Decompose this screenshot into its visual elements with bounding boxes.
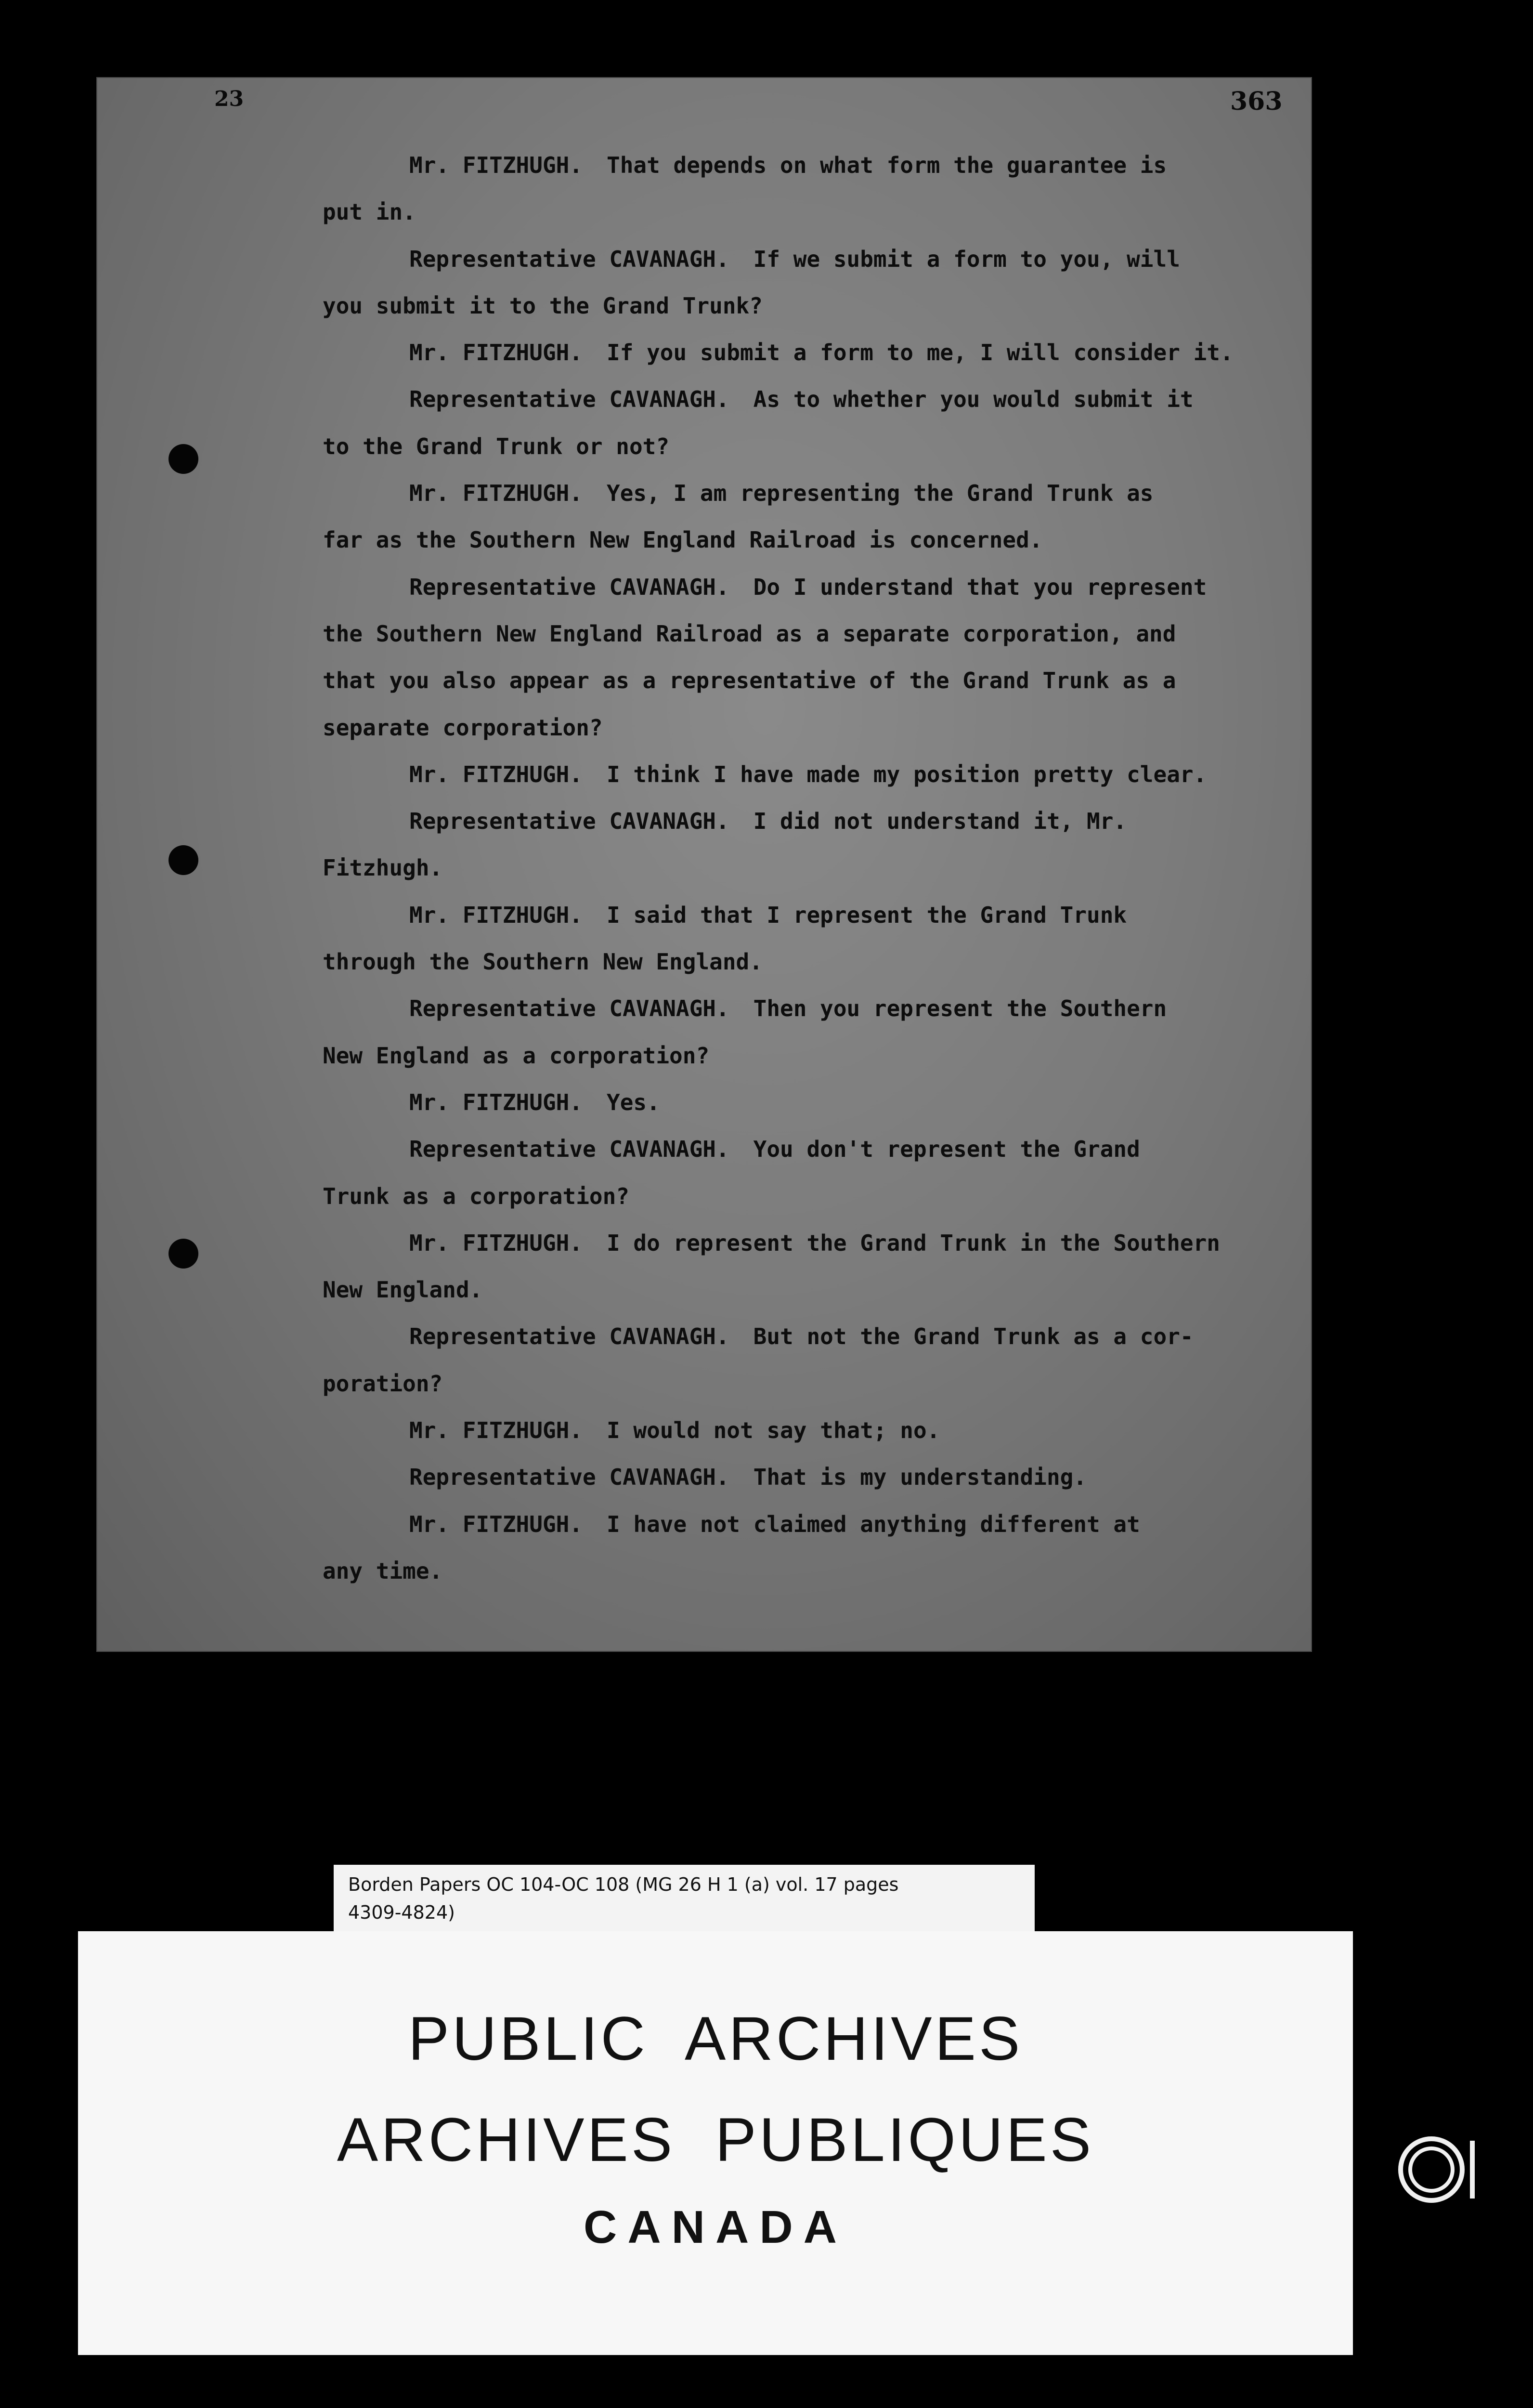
line-text: I said that I represent the Grand Trunk [607, 902, 1127, 928]
line-text: you submit it to the Grand Trunk? [323, 292, 763, 319]
speaker-name: Mr. FITZHUGH. [409, 1230, 583, 1256]
archive-country: CANADA [584, 2201, 847, 2253]
transcript-line [323, 1501, 1305, 1548]
transcript-line [323, 423, 1305, 470]
line-text: I do represent the Grand Trunk in the Southern [607, 1230, 1220, 1256]
transcript-line [323, 611, 1305, 657]
line-text: Yes, I am representing the Grand Trunk as [607, 480, 1154, 507]
speaker-name: Mr. FITZHUGH. [409, 761, 583, 787]
transcript-line [323, 892, 1305, 939]
transcript-line [323, 1173, 1305, 1220]
line-text: New England as a corporation? [323, 1042, 710, 1069]
transcript-line [323, 1407, 1305, 1454]
transcript-line [323, 751, 1305, 798]
line-text: New England. [323, 1277, 483, 1303]
transcript-line [323, 236, 1305, 283]
line-text: Fitzhugh. [323, 855, 443, 881]
line-text: As to whether you would submit it [753, 386, 1194, 413]
speaker-name: Mr. FITZHUGH. [409, 1511, 583, 1537]
line-text: Trunk as a corporation? [323, 1183, 629, 1209]
archive-card [78, 1931, 1353, 2355]
transcript-line [323, 845, 1305, 891]
speaker-name: Mr. FITZHUGH. [409, 1417, 583, 1444]
line-text: But not the Grand Trunk as a cor- [753, 1323, 1194, 1350]
speaker-name: Mr. FITZHUGH. [409, 1089, 583, 1115]
line-text: You don't represent the Grand [753, 1136, 1140, 1163]
transcript-line [323, 985, 1305, 1032]
speaker-name: Representative CAVANAGH. [409, 246, 729, 272]
line-text: I would not say that; no. [607, 1417, 940, 1444]
speaker-name: Mr. FITZHUGH. [409, 340, 583, 366]
line-text: through the Southern New England. [323, 949, 763, 975]
transcript-line [323, 939, 1305, 985]
transcript-line [323, 1267, 1305, 1313]
transcript-line [323, 1220, 1305, 1267]
line-text: Yes. [607, 1089, 660, 1115]
line-text: put in. [323, 199, 416, 225]
transcript-line [323, 189, 1305, 236]
transcript-line [323, 470, 1305, 517]
archive-title-french: ARCHIVES PUBLIQUES [337, 2106, 1094, 2174]
speaker-name: Representative CAVANAGH. [409, 808, 729, 835]
line-text: I think I have made my position pretty clear. [607, 761, 1207, 787]
line-text: If we submit a form to you, will [753, 246, 1180, 272]
page-number-left: 23 [214, 87, 244, 111]
transcript-line [323, 1548, 1305, 1595]
punch-hole-icon [169, 845, 198, 875]
archives-logo [1379, 2112, 1495, 2227]
line-text: that you also appear as a representative of the Grand Trunk as a [323, 667, 1176, 694]
transcript-line [323, 283, 1305, 329]
reference-line-2: 4309-4824) [348, 1902, 455, 1923]
transcript-line [323, 1454, 1305, 1501]
punch-hole-icon [169, 444, 198, 474]
line-text: Then you represent the Southern [753, 995, 1167, 1022]
transcript-line [323, 1079, 1305, 1126]
speaker-name: Representative CAVANAGH. [409, 1464, 729, 1491]
line-text: I did not understand it, Mr. [753, 808, 1127, 835]
line-text: far as the Southern New England Railroad is concerned. [323, 527, 1043, 553]
transcript-line [323, 1313, 1305, 1360]
transcript-line [323, 329, 1305, 376]
transcript-body [323, 142, 1305, 1595]
transcript-line [323, 142, 1305, 189]
line-text: Do I understand that you represent [753, 574, 1207, 600]
page-number-right: 363 [1230, 87, 1283, 116]
speaker-name: Representative CAVANAGH. [409, 386, 729, 413]
speaker-name: Mr. FITZHUGH. [409, 480, 583, 507]
archive-title-english: PUBLIC ARCHIVES [408, 2004, 1023, 2073]
transcript-line [323, 517, 1305, 563]
line-text: to the Grand Trunk or not? [323, 433, 670, 459]
document-page [96, 77, 1312, 1652]
line-text: separate corporation? [323, 714, 603, 741]
speaker-name: Representative CAVANAGH. [409, 574, 729, 600]
transcript-line [323, 1126, 1305, 1173]
transcript-line [323, 705, 1305, 751]
transcript-line [323, 1033, 1305, 1079]
line-text: That depends on what form the guarantee is [607, 152, 1167, 178]
speaker-name: Representative CAVANAGH. [409, 1136, 729, 1163]
transcript-line [323, 798, 1305, 845]
speaker-name: Mr. FITZHUGH. [409, 902, 583, 928]
line-text: any time. [323, 1557, 443, 1584]
line-text: I have not claimed anything different at [607, 1511, 1140, 1537]
transcript-line [323, 657, 1305, 704]
punch-hole-icon [169, 1239, 198, 1269]
speaker-name: Representative CAVANAGH. [409, 1323, 729, 1350]
transcript-line [323, 1361, 1305, 1407]
speaker-name: Representative CAVANAGH. [409, 995, 729, 1022]
archives-monogram-icon [1393, 2127, 1481, 2212]
reference-line-1: Borden Papers OC 104-OC 108 (MG 26 H 1 (a) vol. 17 pages [348, 1874, 899, 1895]
line-text: If you submit a form to me, I will consider it. [607, 340, 1234, 366]
transcript-line [323, 376, 1305, 423]
reference-label [334, 1865, 1035, 1931]
speaker-name: Mr. FITZHUGH. [409, 152, 583, 178]
line-text: That is my understanding. [753, 1464, 1087, 1491]
line-text: poration? [323, 1370, 443, 1397]
line-text: the Southern New England Railroad as a separate corporation, and [323, 620, 1176, 647]
transcript-line [323, 564, 1305, 611]
